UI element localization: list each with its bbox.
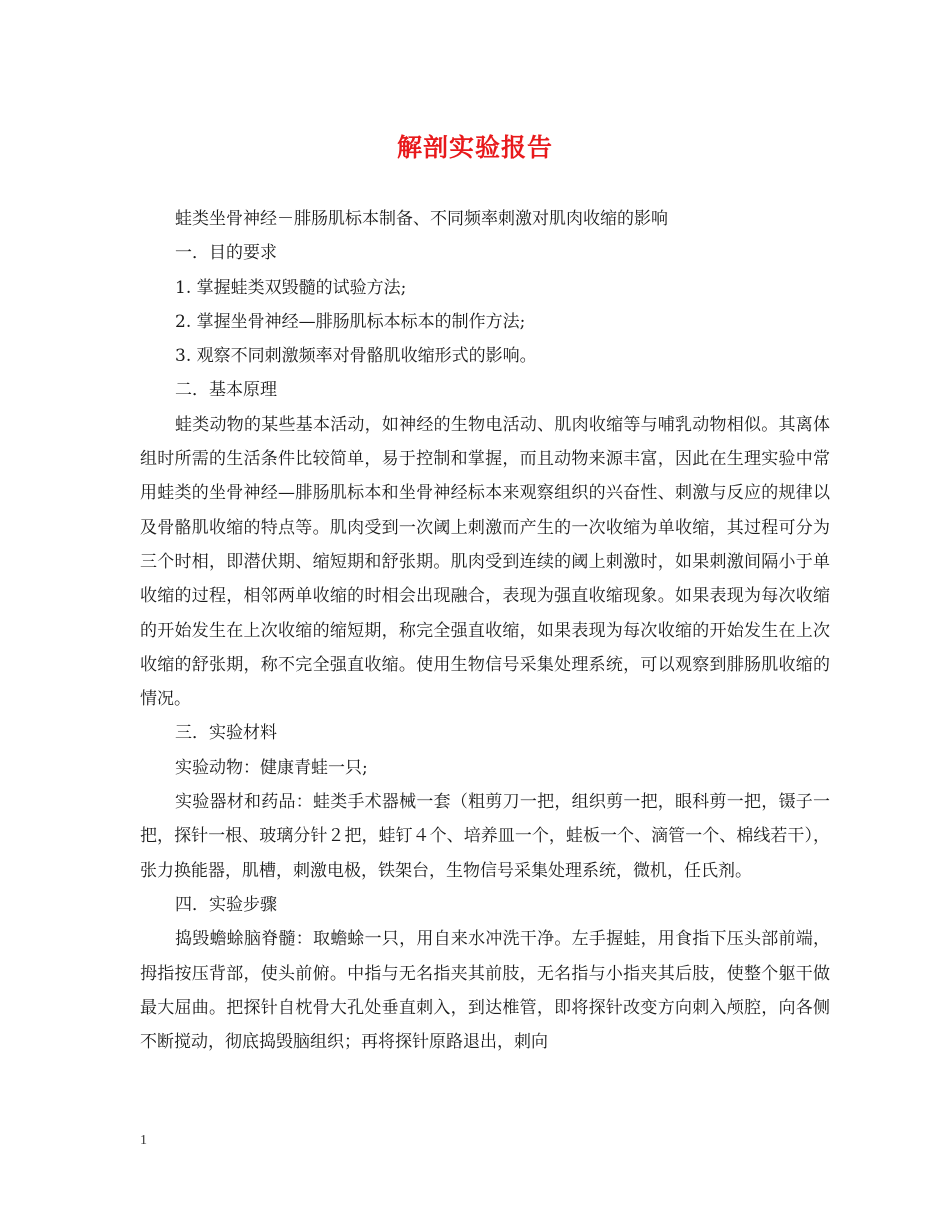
list-item: 2. 掌握坐骨神经—腓肠肌标本标本的制作方法; bbox=[175, 311, 526, 332]
list-item: 1. 掌握蛙类双毁髓的试验方法; bbox=[175, 277, 407, 298]
section-heading-materials: 三．实验材料 bbox=[175, 723, 277, 744]
paragraph-equipment: 实验器材和药品：蛙类手术器械一套（粗剪刀一把，组织剪一把，眼科剪一把，镊子一把，探针一根、玻璃分针２把，蛙钉４个、培养皿一个，蛙板一个、滴管一个、棉线若干），张力换能器，肌槽，刺激电极，铁架台，生物信号采集处理系统，微机，任氏剂。 bbox=[140, 792, 830, 881]
section-heading-steps: 四．实验步骤 bbox=[175, 894, 277, 915]
list-item: 3. 观察不同刺激频率对骨骼肌收缩形式的影响。 bbox=[175, 346, 537, 367]
document-body bbox=[140, 202, 830, 1059]
page-number: 1 bbox=[140, 1133, 147, 1148]
document-title: 解剖实验报告 bbox=[396, 133, 553, 162]
paragraph-subtitle: 蛙类坐骨神经－腓肠肌标本制备、不同频率刺激对肌肉收缩的影响 bbox=[175, 209, 668, 229]
paragraph-principle: 蛙类动物的某些基本活动，如神经的生物电活动、肌肉收缩等与哺乳动物相似。其离体组时所需的生活条件比较简单，易于控制和掌握，而且动物来源丰富，因此在生理实验中常用蛙类的坐骨神经—腓肠肌标本和坐骨神经标本来观察组织的兴奋性、刺激与反应的规律以及骨骼肌收缩的特点等。肌肉受到一次阈上刺激而产生的一次收缩为单收缩，其过程可分为三个时相，即潜伏期、缩短期和舒张期。肌肉受到连续的阈上刺激时，如果刺激间隔小于单收缩的过程，相邻两单收缩的时相会出现融合，表现为强直收缩现象。如果表现为每次收缩的开始发生在上次收缩的缩短期，称完全强直收缩，如果表现为每次收缩的开始发生在上次收缩的舒张期，称不完全强直收缩。使用生物信号采集处理系统，可以观察到腓肠肌收缩的情况。 bbox=[140, 414, 830, 710]
section-heading-principle: 二．基本原理 bbox=[175, 380, 277, 401]
paragraph-steps: 捣毁蟾蜍脑脊髓：取蟾蜍一只，用自来水冲洗干净。左手握蛙，用食指下压头部前端，拇指按压背部，使头前俯。中指与无名指夹其前肢，无名指与小指夹其后肢，使整个躯干做最大屈曲。把探针自枕骨大孔处垂直刺入，到达椎管，即将探针改变方向刺入颅腔，向各侧不断搅动，彻底捣毁脑组织；再将探针原路退出，刺向 bbox=[140, 929, 830, 1053]
section-heading-objectives: 一．目的要求 bbox=[175, 243, 277, 264]
paragraph-animals: 实验动物：健康青蛙一只; bbox=[175, 757, 368, 778]
